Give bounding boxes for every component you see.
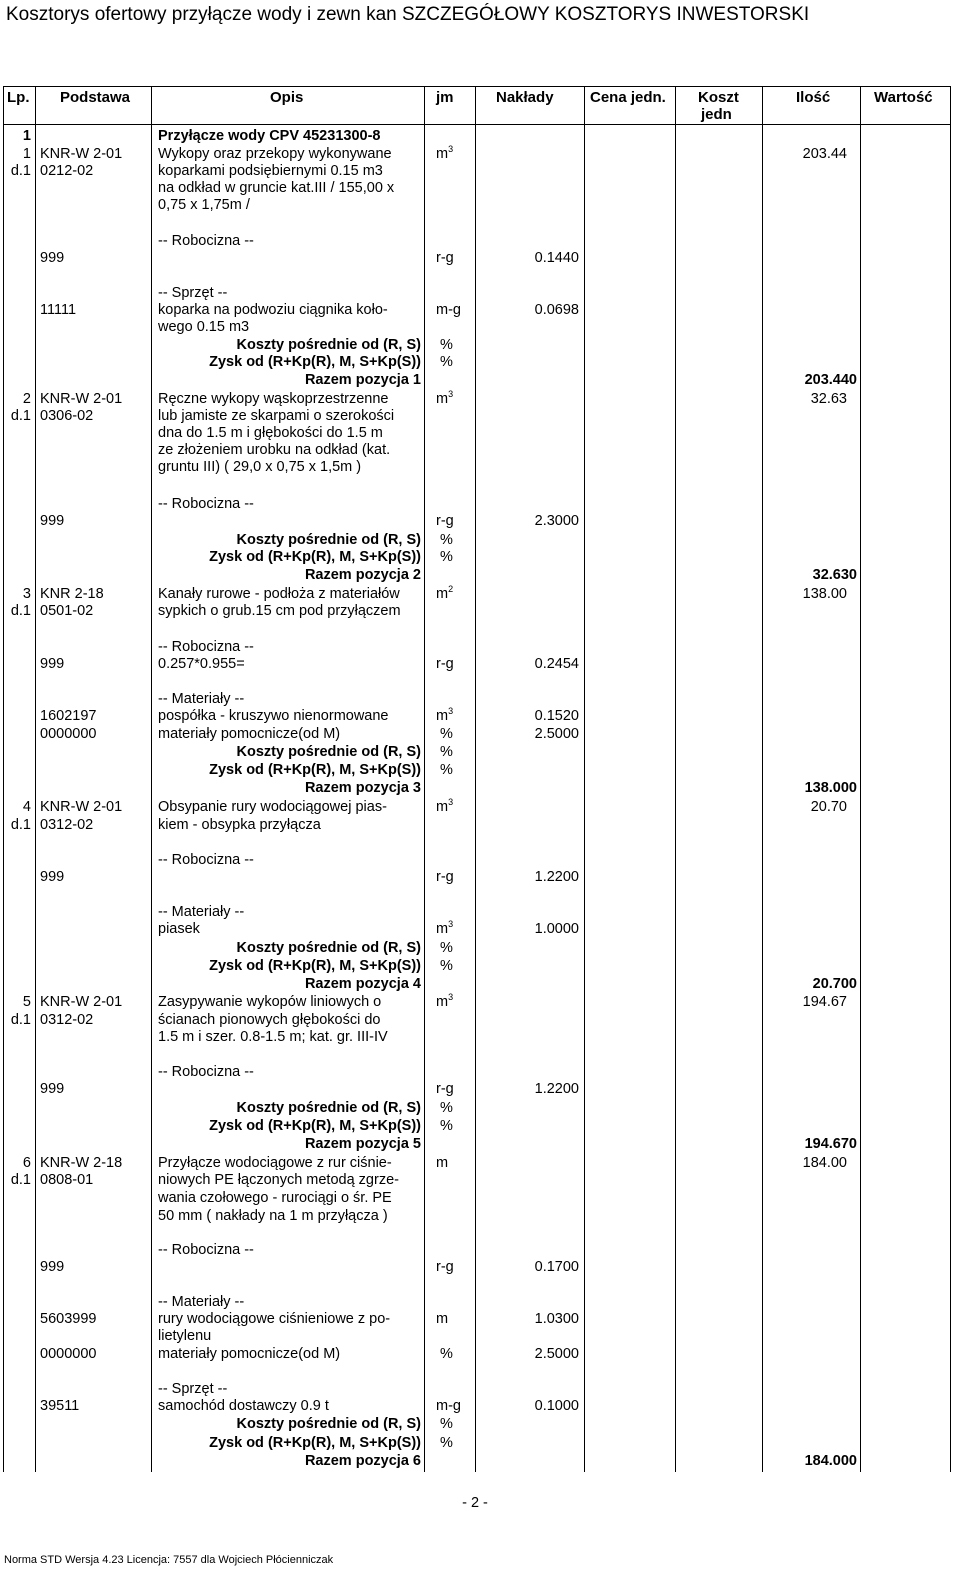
overhead-unit: %: [440, 940, 453, 956]
position-basis-code: 0212-02: [40, 163, 94, 179]
position-desc-line: gruntu III) ( 29,0 x 0,75 x 1,5m ): [158, 459, 362, 475]
position-basis: KNR-W 2-18: [40, 1155, 123, 1171]
position-number: 2: [22, 391, 31, 407]
overhead-unit: %: [440, 1100, 453, 1116]
header-jm: jm: [436, 89, 454, 106]
resource-norm: 1.2200: [534, 869, 579, 885]
resource-desc: materiały pomocnicze(od M): [158, 1346, 341, 1362]
header-cena: Cena jedn.: [590, 89, 666, 106]
position-number: 3: [22, 586, 31, 602]
overhead-label: Koszty pośrednie od (R, S): [236, 337, 421, 353]
resource-norm: 0.1520: [534, 708, 579, 724]
profit-unit: %: [440, 549, 453, 565]
overhead-unit: %: [440, 1416, 453, 1432]
resource-code: 39511: [40, 1398, 80, 1414]
resource-desc: materiały pomocnicze(od M): [158, 726, 341, 742]
resource-code: 999: [40, 656, 65, 672]
resource-code: 0000000: [40, 1346, 97, 1362]
resource-norm: 1.0000: [534, 921, 579, 937]
col-line: [3, 86, 4, 1472]
header-lp: Lp.: [7, 89, 30, 106]
table-header-border: [3, 124, 950, 125]
resource-norm: 1.0300: [534, 1311, 579, 1327]
position-quantity: 184.00: [802, 1155, 847, 1171]
position-desc-line: wania czołowego - rurociągi o śr. PE: [158, 1190, 392, 1206]
resource-unit: r-g: [436, 1259, 454, 1275]
position-desc-line: kiem - obsypka przyłącza: [158, 817, 321, 833]
resource-unit: m-g: [436, 1398, 461, 1414]
position-desc-line: na odkład w gruncie kat.III / 155,00 x: [158, 180, 395, 196]
position-quantity: 20.70: [810, 799, 847, 815]
overhead-label: Koszty pośrednie od (R, S): [236, 1100, 421, 1116]
footer-license: Norma STD Wersja 4.23 Licencja: 7557 dla Wojciech Płócienniczak: [4, 1554, 334, 1566]
page-header: Kosztorys ofertowy przyłącze wody i zewn kan SZCZEGÓŁOWY KOSZTORYS INWESTORSKI: [6, 4, 810, 25]
profit-unit: %: [440, 762, 453, 778]
resource-norm: 0.1700: [534, 1259, 579, 1275]
position-desc-line: Ręczne wykopy wąskoprzestrzenne: [158, 391, 389, 407]
position-total: 32.630: [812, 567, 857, 583]
resource-desc: 0.257*0.955=: [158, 656, 245, 672]
position-basis-code: 0312-02: [40, 1012, 94, 1028]
resource-norm: 2.5000: [534, 726, 579, 742]
resource-code: 999: [40, 869, 65, 885]
profit-label: Zysk od (R+Kp(R), M, S+Kp(S)): [209, 762, 421, 778]
overhead-label: Koszty pośrednie od (R, S): [236, 940, 421, 956]
position-desc-line: Kanały rurowe - podłoża z materiałów: [158, 586, 400, 602]
resource-code: 0000000: [40, 726, 97, 742]
position-unit: m: [436, 1155, 449, 1171]
resource-group-label: -- Robocizna --: [158, 1064, 254, 1080]
position-unit: $m^3$: [436, 797, 454, 815]
resource-code: 11111: [40, 302, 77, 318]
position-basis: KNR-W 2-01: [40, 391, 123, 407]
resource-norm: 0.1440: [534, 250, 579, 266]
resource-desc: samochód dostawczy 0.9 t: [158, 1398, 329, 1414]
position-desc-line: ścianach pionowych głębokości do: [158, 1012, 381, 1028]
col-line: [860, 86, 861, 1472]
profit-unit: %: [440, 1435, 453, 1451]
position-number: 4: [22, 799, 31, 815]
position-number: 6: [22, 1155, 31, 1171]
position-desc-line: koparkami podsiębiernymi 0.15 m3: [158, 163, 383, 179]
overhead-unit: %: [440, 337, 453, 353]
col-line: [675, 86, 676, 1472]
section-number: 1: [22, 128, 31, 144]
position-unit: $m^3$: [436, 992, 454, 1010]
profit-unit: %: [440, 958, 453, 974]
section-title: Przyłącze wody CPV 45231300-8: [158, 128, 381, 144]
position-desc-line: niowych PE łączonych metodą zgrze-: [158, 1172, 399, 1188]
col-line: [151, 86, 152, 1472]
position-basis-code: 0312-02: [40, 817, 94, 833]
resource-unit: $m^3$: [436, 919, 454, 937]
position-number: 5: [22, 994, 31, 1010]
resource-unit: r-g: [436, 250, 454, 266]
position-quantity: 32.63: [810, 391, 847, 407]
position-desc-line: 1.5 m i szer. 0.8-1.5 m; kat. gr. III-IV: [158, 1029, 388, 1045]
resource-desc: lietylenu: [158, 1328, 212, 1344]
position-desc-line: Przyłącze wodociągowe z rur ciśnie-: [158, 1155, 392, 1171]
position-sub: d.1: [10, 1172, 31, 1188]
header-podstawa: Podstawa: [60, 89, 131, 106]
resource-code: 999: [40, 513, 65, 529]
position-quantity: 203.44: [802, 146, 847, 162]
position-basis: KNR 2-18: [40, 586, 104, 602]
resource-unit: $m^3$: [436, 706, 454, 724]
position-sub: d.1: [10, 1012, 31, 1028]
position-sub: d.1: [10, 163, 31, 179]
position-total-label: Razem pozycja 4: [304, 976, 421, 992]
position-total-label: Razem pozycja 5: [304, 1136, 421, 1152]
position-quantity: 138.00: [802, 586, 847, 602]
header-wartosc: Wartość: [874, 89, 933, 106]
resource-norm: 2.5000: [534, 1346, 579, 1362]
position-basis: KNR-W 2-01: [40, 799, 123, 815]
position-total-label: Razem pozycja 1: [304, 372, 421, 388]
profit-label: Zysk od (R+Kp(R), M, S+Kp(S)): [209, 1118, 421, 1134]
header-koszt-jedn: jedn: [701, 106, 732, 123]
resource-code: 999: [40, 1259, 65, 1275]
resource-unit: r-g: [436, 1081, 454, 1097]
resource-group-label: -- Materiały --: [158, 1294, 245, 1310]
position-desc-line: Zasypywanie wykopów liniowych o: [158, 994, 382, 1010]
position-unit: $m^3$: [436, 144, 454, 162]
position-number: 1: [22, 146, 31, 162]
profit-label: Zysk od (R+Kp(R), M, S+Kp(S)): [209, 549, 421, 565]
overhead-label: Koszty pośrednie od (R, S): [236, 1416, 421, 1432]
resource-group-label: -- Robocizna --: [158, 496, 254, 512]
resource-group-label: -- Robocizna --: [158, 852, 254, 868]
table-top-border: [3, 86, 950, 87]
resource-desc: piasek: [158, 921, 200, 937]
position-total: 184.000: [804, 1453, 857, 1469]
col-line: [762, 86, 763, 1472]
position-desc-line: ze złożeniem urobku na odkład (kat.: [158, 442, 391, 458]
resource-code: 999: [40, 1081, 65, 1097]
overhead-label: Koszty pośrednie od (R, S): [236, 532, 421, 548]
position-total: 138.000: [804, 780, 857, 796]
resource-group-label: -- Materiały --: [158, 691, 245, 707]
position-desc-line: lub jamiste ze skarpami o szerokości: [158, 408, 395, 424]
position-quantity: 194.67: [802, 994, 847, 1010]
position-basis-code: 0501-02: [40, 603, 94, 619]
profit-unit: %: [440, 1118, 453, 1134]
resource-unit: r-g: [436, 869, 454, 885]
position-basis-code: 0306-02: [40, 408, 94, 424]
position-sub: d.1: [10, 603, 31, 619]
resource-group-label: -- Sprzęt --: [158, 285, 228, 301]
resource-group-label: -- Robocizna --: [158, 1242, 254, 1258]
position-total-label: Razem pozycja 3: [304, 780, 421, 796]
position-desc-line: Obsypanie rury wodociągowej pias-: [158, 799, 387, 815]
resource-unit: r-g: [436, 656, 454, 672]
overhead-unit: %: [440, 532, 453, 548]
resource-group-label: -- Sprzęt --: [158, 1381, 228, 1397]
col-line: [35, 86, 36, 1472]
resource-desc: rury wodociągowe ciśnieniowe z po-: [158, 1311, 391, 1327]
resource-code: 999: [40, 250, 65, 266]
position-unit: $m^3$: [436, 389, 454, 407]
col-line: [584, 86, 585, 1472]
resource-unit: %: [440, 1346, 453, 1362]
resource-norm: 0.2454: [534, 656, 579, 672]
resource-group-label: -- Robocizna --: [158, 233, 254, 249]
position-total: 194.670: [804, 1136, 857, 1152]
resource-unit: r-g: [436, 513, 454, 529]
position-desc-line: 50 mm ( nakłady na 1 m przyłącza ): [158, 1208, 388, 1224]
position-total-label: Razem pozycja 6: [304, 1453, 421, 1469]
resource-desc: wego 0.15 m3: [158, 319, 250, 335]
header-ilosc: Ilość: [796, 89, 831, 106]
position-total-label: Razem pozycja 2: [304, 567, 421, 583]
resource-norm: 2.3000: [534, 513, 579, 529]
resource-group-label: -- Materiały --: [158, 904, 245, 920]
resource-code: 1602197: [40, 708, 97, 724]
resource-norm: 0.1000: [534, 1398, 579, 1414]
header-naklady: Nakłady: [496, 89, 554, 106]
page-number: - 2 -: [462, 1495, 488, 1511]
position-desc-line: 0,75 x 1,75m /: [158, 197, 250, 213]
profit-label: Zysk od (R+Kp(R), M, S+Kp(S)): [209, 1435, 421, 1451]
position-desc-line: sypkich o grub.15 cm pod przyłączem: [158, 603, 401, 619]
resource-norm: 0.0698: [534, 302, 579, 318]
position-desc-line: dna do 1.5 m i głębokości do 1.5 m: [158, 425, 383, 441]
position-total: 20.700: [812, 976, 857, 992]
resource-unit: m-g: [436, 302, 461, 318]
resource-unit: %: [440, 726, 453, 742]
resource-desc: koparka na podwoziu ciągnika koło-: [158, 302, 388, 318]
resource-norm: 1.2200: [534, 1081, 579, 1097]
position-basis: KNR-W 2-01: [40, 994, 123, 1010]
position-basis-code: 0808-01: [40, 1172, 94, 1188]
position-sub: d.1: [10, 817, 31, 833]
profit-unit: %: [440, 354, 453, 370]
header-opis: Opis: [270, 89, 304, 106]
position-basis: KNR-W 2-01: [40, 146, 123, 162]
header-koszt: Koszt: [698, 89, 739, 106]
col-line: [950, 86, 951, 1472]
resource-group-label: -- Robocizna --: [158, 639, 254, 655]
col-line: [424, 86, 425, 1472]
resource-unit: m: [436, 1311, 449, 1327]
overhead-label: Koszty pośrednie od (R, S): [236, 744, 421, 760]
position-unit: $m^2$: [436, 584, 454, 602]
resource-desc: pospółka - kruszywo nienormowane: [158, 708, 389, 724]
profit-label: Zysk od (R+Kp(R), M, S+Kp(S)): [209, 354, 421, 370]
position-total: 203.440: [804, 372, 857, 388]
overhead-unit: %: [440, 744, 453, 760]
profit-label: Zysk od (R+Kp(R), M, S+Kp(S)): [209, 958, 421, 974]
position-desc-line: Wykopy oraz przekopy wykonywane: [158, 146, 392, 162]
resource-code: 5603999: [40, 1311, 97, 1327]
position-sub: d.1: [10, 408, 31, 424]
